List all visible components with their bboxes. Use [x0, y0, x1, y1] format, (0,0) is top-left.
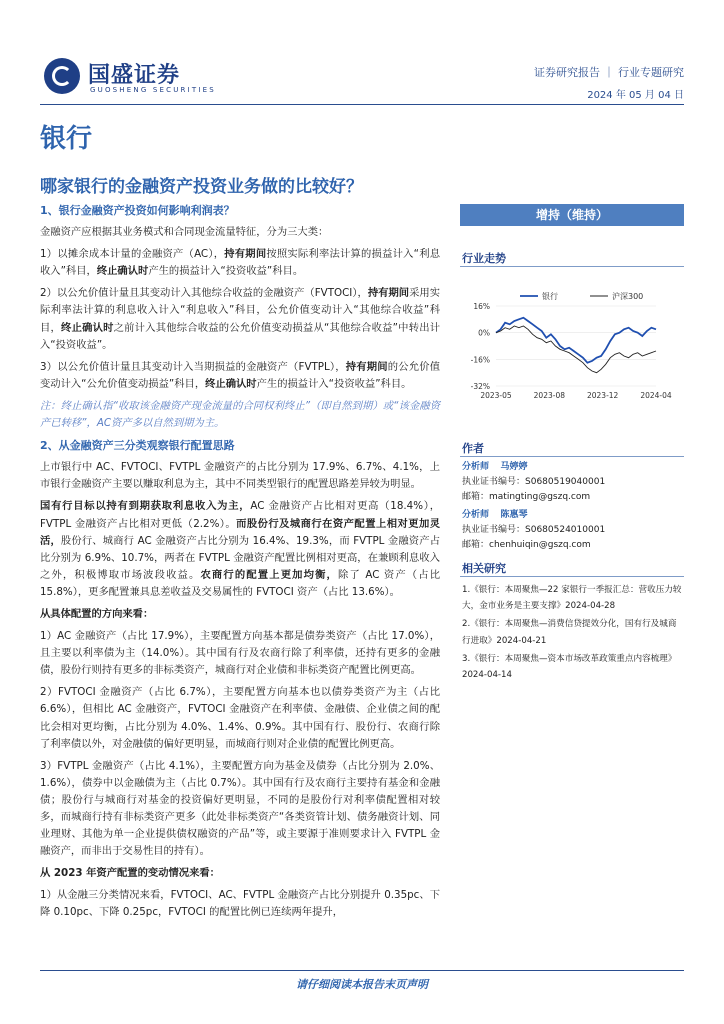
rating-badge: 增持（维持） — [460, 204, 684, 226]
related-item[interactable]: 2.《银行：本周聚焦—消费信贷提效分化，国有行及城商行进取》2024-04-21 — [462, 619, 677, 646]
series-line-bank — [496, 318, 656, 363]
report-date: 2024 年 05 月 04 日 — [587, 90, 684, 101]
legend-label: 沪深300 — [612, 292, 644, 301]
s2-para-2: 国有行目标以持有到期获取利息收入为主，AC 金融资产占比相对更高（18.4%），FVTPL 金融资产占比相对更低（2.2%）。而股份行及城商行在资产配置上相对更加灵活，股份行、城商行 AC 金融资产占比分别为 16.4%、19.3%，而 FVTPL 金融资产占比分别为 6.9%、10.7%，两者在 FVTPL 金融资产配置比例相对更高，在兼顾利息收入之外，积极博取市场波段收益。农商行的配置上更加均衡，除了 AC 资产（占比 15.8%），更多配置兼具息差收益及交易属性的 FVTOCI 资产（占比 13.6%）。 — [40, 500, 441, 598]
footer-divider — [40, 970, 684, 971]
s2-para-6: 1）从金融三分类情况来看，FVTOCI、AC、FVTPL 金融资产占比分别提升 0.35pc、下降 0.10pc、下降 0.25pc，FVTOCI 的配置比例已连续两年提升， — [40, 889, 440, 919]
s1-note: 注：终止确认指“收取该金融资产现金流量的合同权利终止”（即自然到期）或“该金融资产已转移”，AC资产多以自然到期为主。 — [40, 399, 440, 430]
related-item[interactable]: 1.《银行：本周聚焦—22 家银行一季报汇总：营收压力较大，金市业务是主要支撑》2024-04-28 — [462, 585, 682, 612]
authors-divider — [460, 456, 684, 457]
author-1: 分析师 马婷婷 执业证书编号：S0680519040001 邮箱：matingting@gszq.com — [462, 462, 606, 502]
report-title: 哪家银行的金融资产投资业务做的比较好？ — [40, 177, 363, 197]
header-divider — [40, 104, 684, 105]
author-2: 分析师 陈惠琴 执业证书编号：S0680524010001 邮箱：chenhuiqin@gszq.com — [462, 510, 606, 550]
trend-heading: 行业走势 — [462, 252, 506, 265]
s1-para-2: 2）以公允价值计量且其变动计入其他综合收益的金融资产（FVTOCI），持有期间采用实际利率法计算的利息收入计入“利息收入”科目，公允价值变动计入“其他综合收益”科目，终止确认时之前计入其他综合收益的公允价值变动损益从“其他综合收益”中转出计入“投资收益”。 — [40, 287, 441, 351]
logo-english: GUOSHENG SECURITIES — [90, 86, 216, 94]
s2-para-4: 2）FVTOCI 金融资产（占比 6.7%），主要配置方向基本也以债券类资产为主（占比 6.6%），但相比 AC 金融资产，FVTOCI 金融资产在利率债、金融债、企业债之间的配比会相对更均衡，占比分别为 4.0%、1.4%、0.9%。其中国有行、股份行、农商行除了利率债以外，对金融债的偏好更明显，而城商行则对企业债的配置比例更高。 — [40, 686, 440, 750]
authors-heading: 作者 — [462, 442, 484, 455]
s1-para-3: 3）以公允价值计量且其变动计入当期损益的金融资产（FVTPL），持有期间的公允价值变动计入“公允价值变动损益”科目，终止确认时产生的损益计入“投资收益”科目。 — [40, 360, 440, 390]
author-2-email[interactable]: chenhuiqin@gszq.com — [489, 540, 591, 550]
footer-disclaimer: 请仔细阅读本报告末页声明 — [296, 978, 428, 991]
main-content — [40, 202, 440, 927]
x-tick-label: 2023-05 — [480, 391, 512, 400]
y-tick-label: 16% — [473, 302, 490, 311]
s1-para-1: 1）以摊余成本计量的金融资产（AC），持有期间按照实际利率法计算的损益计入“利息收入”科目，终止确认时产生的损益计入“投资收益”科目。 — [40, 248, 441, 278]
s1-intro: 金融资产应根据其业务模式和合同现金流量特征，分为三大类： — [40, 226, 329, 239]
trend-divider — [460, 266, 684, 267]
author-1-email[interactable]: matingting@gszq.com — [489, 492, 591, 502]
series-line-hs300 — [496, 326, 656, 373]
x-tick-label: 2023-12 — [586, 391, 619, 400]
section-1-heading: 1、银行金融资产投资如何影响利润表？ — [40, 204, 235, 217]
legend-label: 银行 — [542, 292, 558, 301]
x-tick-label: 2023-08 — [533, 391, 566, 400]
x-tick-label: 2024-04 — [640, 391, 672, 400]
related-item[interactable]: 3.《银行：本周聚焦—资本市场改革政策重点内容梳理》2024-04-14 — [462, 653, 677, 681]
section-2-heading: 2、从金融资产三分类观察银行配置思路 — [40, 439, 235, 453]
related-heading: 相关研究 — [462, 562, 506, 575]
s2-para-5: 3）FVTPL 金融资产（占比 4.1%），主要配置方向为基金及债券（占比分别为 2.0%、1.6%），债券中以金融债为主（占比 0.7%）。其中国有行及农商行主要持有基金和金融债；股份行与城商行对基金的投资偏好更明显，不同的是股份行对利率债配置相对较多，而城商行持有非标类资产更多（此处非标类资产“各类资管计划、债务融资计划、同业理财、其他为单一企业提供债权融资的产品”等，或主要源于准则要求计入 FVTPL 金融资产，而非出于交易性目的持有）。 — [40, 759, 440, 858]
sector-title: 银行 — [40, 124, 93, 154]
s2-subheading-2: 从 2023 年资产配置的变动情况来看： — [40, 867, 220, 880]
y-tick-label: -32% — [470, 382, 490, 391]
related-divider — [460, 576, 684, 577]
logo-text: 国盛证券 — [88, 63, 181, 88]
related-list — [462, 582, 682, 685]
y-tick-label: -16% — [470, 355, 490, 365]
s2-para-3: 1）AC 金融资产（占比 17.9%），主要配置方向基本都是债券类资产（占比 17.0%），且主要以利率债为主（14.0%）。其中国有行及农商行除了利率债，还持有更多的金融债，股份行则持有更多的非标类资产，城商行对企业债和非标类资产配置比例更高。 — [40, 630, 440, 677]
y-tick-label: 0% — [478, 328, 490, 338]
s2-para-1: 上市银行中 AC、FVTOCI、FVTPL 金融资产的占比分别为 17.9%、6.7%、4.1%，上市银行金融资产主要以赚取利息为主，其中不同类型银行的配置思路差异较为明显。 — [40, 461, 440, 491]
industry-trend-chart — [460, 286, 684, 418]
s2-subheading-1: 从具体配置的方向来看： — [40, 607, 154, 620]
logo-swirl-icon — [52, 66, 72, 86]
report-type: 证券研究报告 ｜ 行业专题研究 — [534, 66, 684, 79]
